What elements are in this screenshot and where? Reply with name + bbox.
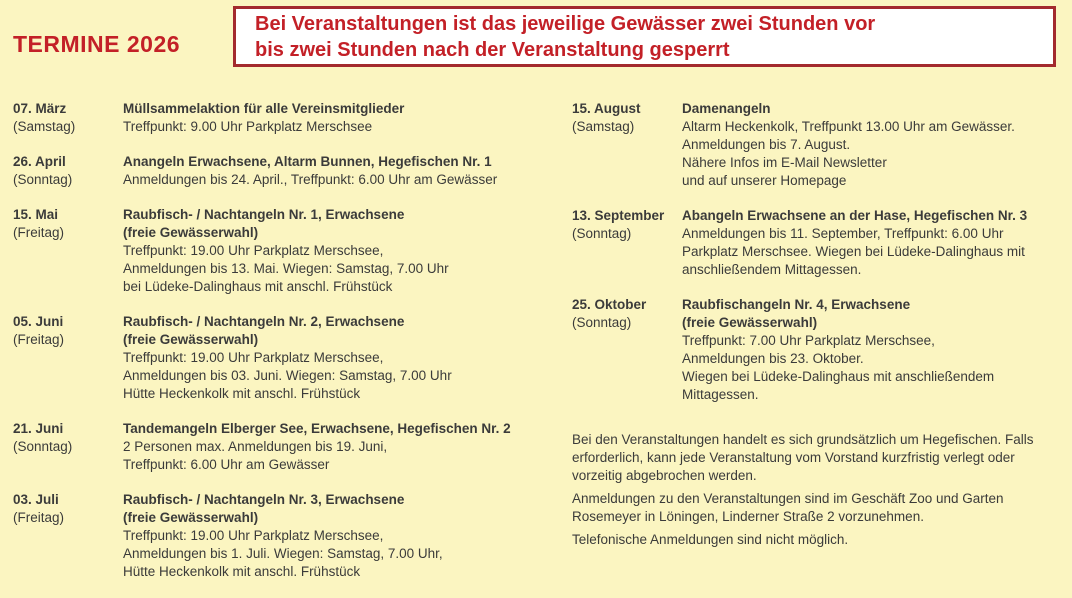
event-title-line: Tandemangeln Elberger See, Erwachsene, Hegefischen Nr. 2 [123, 421, 511, 436]
event-detail-line: Treffpunkt: 19.00 Uhr Parkplatz Merschsee, [123, 350, 384, 365]
event-title-line: Damenangeln [682, 101, 771, 116]
notice-box [233, 6, 1056, 67]
event-date: 13. September [572, 208, 665, 223]
event-detail-line: Wiegen bei Lüdeke-Dalinghaus mit anschließendem [682, 369, 995, 384]
event-title-line: Anangeln Erwachsene, Altarm Bunnen, Hegefischen Nr. 1 [123, 154, 492, 169]
footer-note [572, 431, 1064, 485]
event-detail-line: Treffpunkt: 7.00 Uhr Parkplatz Merschsee, [682, 333, 935, 348]
footer-note-line: vorzeitig abgebrochen werden. [572, 468, 757, 483]
event-detail-line: Anmeldungen bis 7. August. [682, 137, 851, 152]
event-title-line: Raubfischangeln Nr. 4, Erwachsene [682, 297, 911, 312]
event-info-cell [123, 206, 558, 296]
event-info-cell [123, 100, 558, 136]
event-entry [572, 207, 1064, 279]
event-detail-line: Treffpunkt: 9.00 Uhr Parkplatz Merschsee [123, 119, 373, 134]
events-left-column [13, 100, 558, 598]
event-detail-line: Anmeldungen bis 24. April., Treffpunkt: 6.00 Uhr am Gewässer [123, 172, 498, 187]
event-info-cell [682, 100, 1064, 190]
event-detail-line: Treffpunkt: 6.00 Uhr am Gewässer [123, 457, 330, 472]
event-detail-line: Anmeldungen bis 13. Mai. Wiegen: Samstag, 7.00 Uhr [123, 261, 449, 276]
event-detail-line: Anmeldungen bis 1. Juli. Wiegen: Samstag, 7.00 Uhr, [123, 546, 443, 561]
event-date-cell [13, 491, 123, 581]
event-day: (Freitag) [13, 225, 65, 240]
event-date: 21. Juni [13, 421, 64, 436]
event-entry [13, 153, 558, 189]
event-title-line: Abangeln Erwachsene an der Hase, Hegefischen Nr. 3 [682, 208, 1028, 223]
footer-note-line: Anmeldungen zu den Veranstaltungen sind im Geschäft Zoo und Garten [572, 491, 1004, 506]
event-day: (Sonntag) [13, 439, 73, 454]
event-date-cell [13, 420, 123, 474]
event-detail-line: Treffpunkt: 19.00 Uhr Parkplatz Merschsee, [123, 243, 384, 258]
footer-note-line: Telefonische Anmeldungen sind nicht möglich. [572, 532, 849, 547]
event-day: (Samstag) [13, 119, 76, 134]
event-date: 25. Oktober [572, 297, 647, 312]
event-entry [13, 491, 558, 581]
event-day: (Freitag) [13, 332, 65, 347]
event-title-line: Raubfisch- / Nachtangeln Nr. 3, Erwachsene [123, 492, 405, 507]
page-title: TERMINE 2026 [13, 31, 181, 57]
event-date-cell [13, 153, 123, 189]
event-day: (Sonntag) [572, 226, 632, 241]
event-title-line: (freie Gewässerwahl) [123, 332, 259, 347]
footer-note-line: erforderlich, kann jede Veranstaltung vom Vorstand kurzfristig verlegt oder [572, 450, 1015, 465]
event-date-cell [572, 100, 682, 190]
event-entry [13, 420, 558, 474]
event-info-cell [682, 207, 1064, 279]
event-info-cell [123, 313, 558, 403]
event-detail-line: Anmeldungen bis 03. Juni. Wiegen: Samstag, 7.00 Uhr [123, 368, 452, 383]
event-info-cell [123, 491, 558, 581]
event-day: (Samstag) [572, 119, 635, 134]
event-detail-line: 2 Personen max. Anmeldungen bis 19. Juni, [123, 439, 388, 454]
event-detail-line: Anmeldungen bis 23. Oktober. [682, 351, 864, 366]
event-entry [13, 206, 558, 296]
event-info-cell [123, 420, 558, 474]
event-detail-line: Parkplatz Merschsee. Wiegen bei Lüdeke-Dalinghaus mit [682, 244, 1025, 259]
event-date: 15. August [572, 101, 641, 116]
event-date-cell [13, 100, 123, 136]
footer-note-line: Bei den Veranstaltungen handelt es sich grundsätzlich um Hegefischen. Falls [572, 432, 1034, 447]
event-date-cell [572, 296, 682, 404]
event-detail-line: Hütte Heckenkolk mit anschl. Frühstück [123, 564, 361, 579]
event-day: (Freitag) [13, 510, 65, 525]
event-date-cell [13, 206, 123, 296]
event-detail-line: Hütte Heckenkolk mit anschl. Frühstück [123, 386, 361, 401]
event-date: 26. April [13, 154, 66, 169]
event-day: (Sonntag) [572, 315, 632, 330]
event-title-line: (freie Gewässerwahl) [123, 510, 259, 525]
event-info-cell [682, 296, 1064, 404]
event-date-cell [13, 313, 123, 403]
event-detail-line: Treffpunkt: 19.00 Uhr Parkplatz Merschsee, [123, 528, 384, 543]
event-entry [13, 100, 558, 136]
event-entry [572, 296, 1064, 404]
event-detail-line: Altarm Heckenkolk, Treffpunkt 13.00 Uhr am Gewässer. [682, 119, 1015, 134]
event-date: 07. März [13, 101, 67, 116]
event-title-line: Raubfisch- / Nachtangeln Nr. 2, Erwachsene [123, 314, 405, 329]
event-info-cell [123, 153, 558, 189]
footer-notes [572, 431, 1064, 549]
event-title-line: (freie Gewässerwahl) [123, 225, 259, 240]
event-date: 15. Mai [13, 207, 59, 222]
notice-line: Bei Veranstaltungen ist das jeweilige Gewässer zwei Stunden vor [255, 12, 876, 35]
event-detail-line: Mittagessen. [682, 387, 759, 402]
event-entry [572, 100, 1064, 190]
event-title-line: Raubfisch- / Nachtangeln Nr. 1, Erwachsene [123, 207, 405, 222]
event-title-line: Müllsammelaktion für alle Vereinsmitglieder [123, 101, 405, 116]
footer-note-line: Rosemeyer in Löningen, Linderner Straße 2 vorzunehmen. [572, 509, 924, 524]
event-date: 03. Juli [13, 492, 59, 507]
event-date-cell [572, 207, 682, 279]
event-detail-line: bei Lüdeke-Dalinghaus mit anschl. Frühstück [123, 279, 393, 294]
footer-note [572, 490, 1064, 526]
event-detail-line: Nähere Infos im E-Mail Newsletter [682, 155, 887, 170]
footer-note [572, 531, 1064, 549]
events-right-column [572, 100, 1064, 554]
event-date: 05. Juni [13, 314, 64, 329]
event-title-line: (freie Gewässerwahl) [682, 315, 818, 330]
event-day: (Sonntag) [13, 172, 73, 187]
event-detail-line: anschließendem Mittagessen. [682, 262, 862, 277]
event-detail-line: Anmeldungen bis 11. September, Treffpunkt: 6.00 Uhr [682, 226, 1004, 241]
event-entry [13, 313, 558, 403]
event-detail-line: und auf unserer Homepage [682, 173, 847, 188]
notice-line: bis zwei Stunden nach der Veranstaltung gesperrt [255, 38, 730, 61]
